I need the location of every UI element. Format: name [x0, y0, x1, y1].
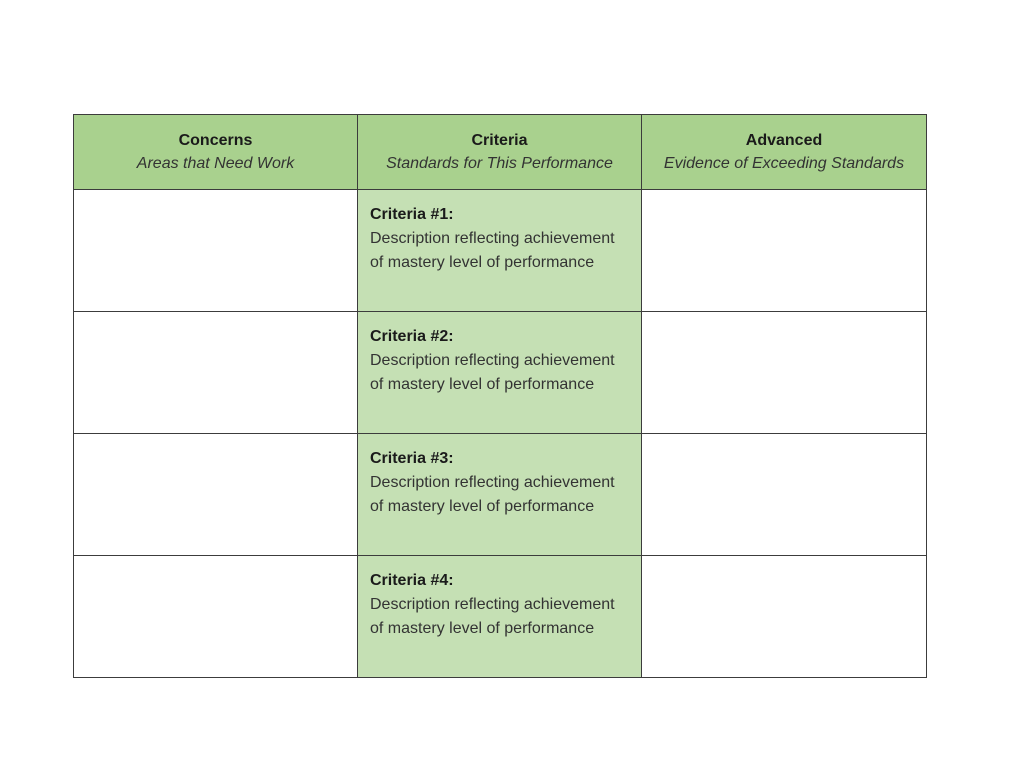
criteria-cell: [358, 556, 642, 678]
criteria-title: Criteria #2:: [370, 328, 454, 345]
criteria-cell: [358, 190, 642, 312]
concerns-cell[interactable]: [74, 190, 358, 312]
concerns-cell[interactable]: [74, 434, 358, 556]
table-row: [74, 556, 927, 678]
criteria-description: Description reflecting achievement of mastery level of performance: [370, 596, 615, 637]
concerns-cell[interactable]: [74, 312, 358, 434]
rubric-body: [74, 190, 927, 678]
table-row: [74, 190, 927, 312]
table-row: [74, 434, 927, 556]
header-concerns: [74, 115, 358, 190]
criteria-description: Description reflecting achievement of mastery level of performance: [370, 230, 615, 271]
header-advanced: [642, 115, 927, 190]
criteria-title: Criteria #1:: [370, 206, 454, 223]
header-criteria-title: Criteria: [471, 132, 528, 149]
criteria-cell: [358, 312, 642, 434]
criteria-title: Criteria #4:: [370, 572, 454, 589]
header-criteria-subtitle: Standards for This Performance: [386, 155, 613, 172]
rubric-header: [74, 115, 927, 190]
criteria-description: Description reflecting achievement of mastery level of performance: [370, 352, 615, 393]
table-row: [74, 312, 927, 434]
header-concerns-subtitle: Areas that Need Work: [136, 155, 295, 172]
header-advanced-title: Advanced: [745, 132, 823, 149]
advanced-cell[interactable]: [642, 434, 927, 556]
header-advanced-subtitle: Evidence of Exceeding Standards: [663, 155, 905, 172]
header-concerns-title: Concerns: [178, 132, 253, 149]
advanced-cell[interactable]: [642, 312, 927, 434]
criteria-cell: [358, 434, 642, 556]
header-criteria: [358, 115, 642, 190]
advanced-cell[interactable]: [642, 556, 927, 678]
criteria-description: Description reflecting achievement of mastery level of performance: [370, 474, 615, 515]
header-row: [74, 115, 927, 190]
rubric-table: [73, 114, 927, 678]
advanced-cell[interactable]: [642, 190, 927, 312]
criteria-title: Criteria #3:: [370, 450, 454, 467]
concerns-cell[interactable]: [74, 556, 358, 678]
